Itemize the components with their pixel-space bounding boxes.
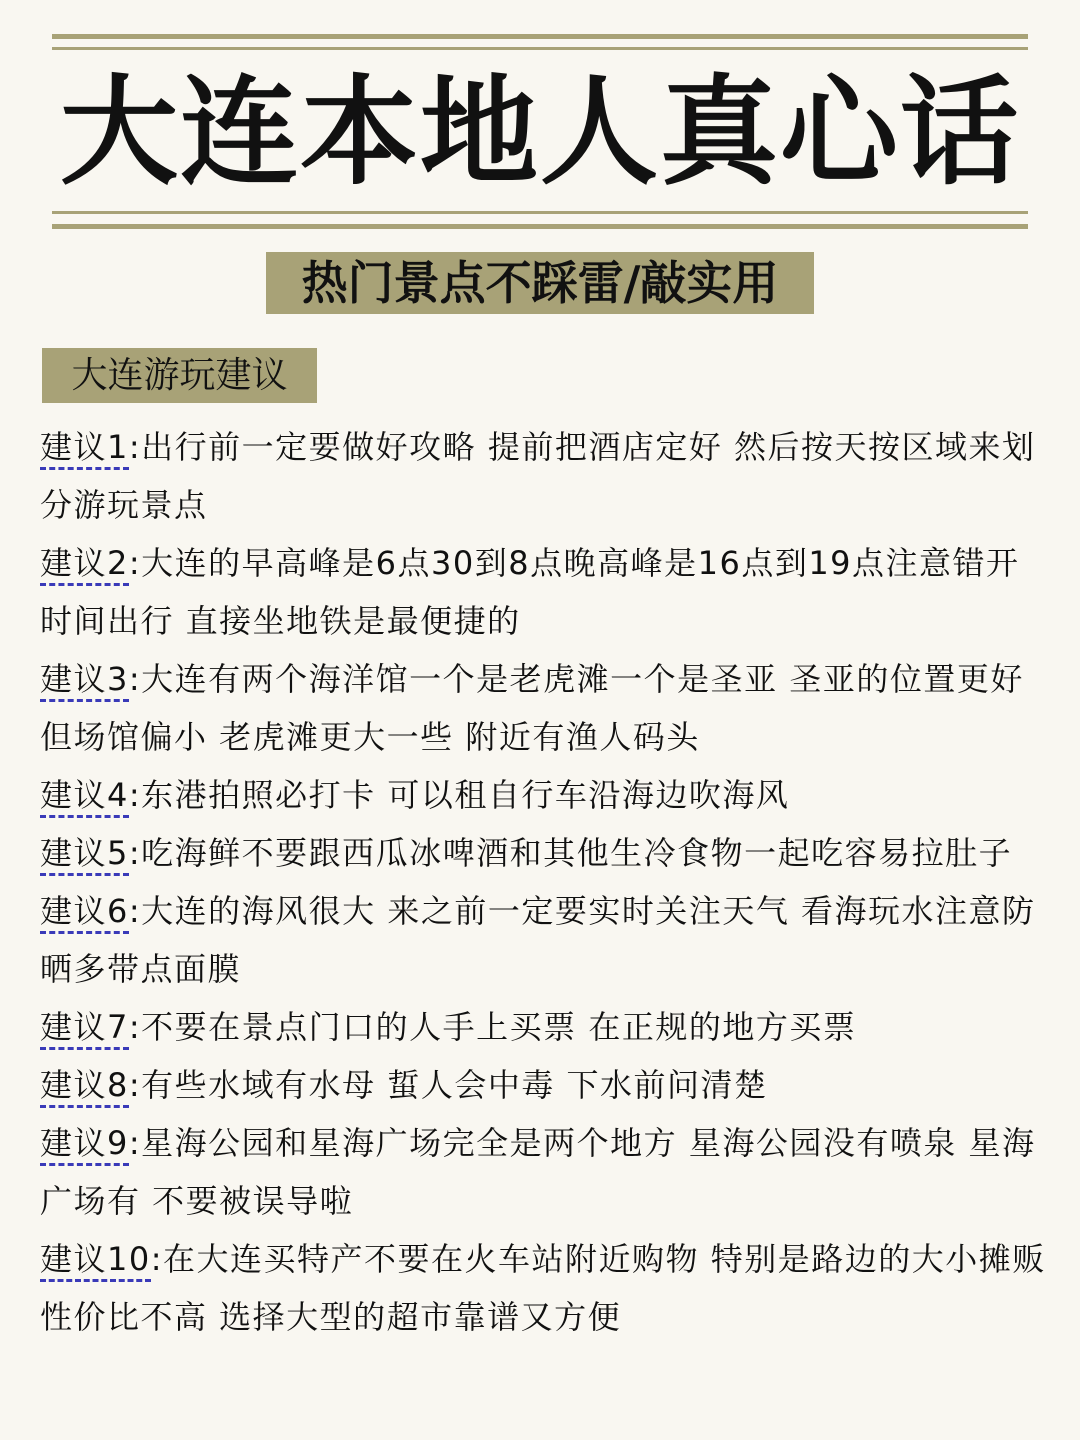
section-heading: 大连游玩建议	[42, 348, 317, 403]
tips-list	[40, 418, 1050, 1346]
top-rule-inner	[52, 47, 1028, 50]
tip-item: 建议2:大连的早高峰是6点30到8点晚高峰是16点到19点注意错开时间出行 直接坐地铁是最便捷的	[40, 544, 1020, 640]
tip-label: 建议4	[40, 776, 129, 818]
tip-item: 建议9:星海公园和星海广场完全是两个地方 星海公园没有喷泉 星海广场有 不要被误导啦	[40, 1124, 1036, 1220]
tip-label: 建议6	[40, 892, 129, 934]
tip-text: 在大连买特产不要在火车站附近购物 特别是路边的大小摊贩 性价比不高 选择大型的超市靠谱又方便	[40, 1240, 1046, 1336]
tip-label: 建议1	[40, 428, 129, 470]
tip-text: 大连的海风很大 来之前一定要实时关注天气 看海玩水注意防晒多带点面膜	[40, 892, 1036, 988]
tip-label: 建议10	[40, 1240, 151, 1282]
subtitle-banner: 热门景点不踩雷/敲实用	[266, 252, 814, 314]
bottom-rule-outer	[52, 224, 1028, 229]
tip-label: 建议8	[40, 1066, 129, 1108]
top-rule-outer	[52, 34, 1028, 39]
bottom-rule-inner	[52, 211, 1028, 214]
tip-label: 建议5	[40, 834, 129, 876]
tip-item: 建议4:东港拍照必打卡 可以租自行车沿海边吹海风	[40, 766, 1050, 824]
tip-item: 建议10:在大连买特产不要在火车站附近购物 特别是路边的大小摊贩 性价比不高 选择大型的超市靠谱又方便	[40, 1240, 1046, 1336]
tip-item: 建议6:大连的海风很大 来之前一定要实时关注天气 看海玩水注意防晒多带点面膜	[40, 892, 1036, 988]
tip-text: 大连有两个海洋馆一个是老虎滩一个是圣亚 圣亚的位置更好但场馆偏小 老虎滩更大一些 附近有渔人码头	[40, 660, 1024, 756]
tip-item: 建议7:不要在景点门口的人手上买票 在正规的地方买票	[40, 998, 1050, 1056]
tip-text: 大连的早高峰是6点30到8点晚高峰是16点到19点注意错开时间出行 直接坐地铁是最便捷的	[40, 544, 1020, 640]
tip-text: 星海公园和星海广场完全是两个地方 星海公园没有喷泉 星海广场有 不要被误导啦	[40, 1124, 1036, 1220]
tip-text: 吃海鲜不要跟西瓜冰啤酒和其他生冷食物一起吃容易拉肚子	[141, 834, 1013, 872]
tip-text: 不要在景点门口的人手上买票 在正规的地方买票	[141, 1008, 857, 1046]
tip-text: 出行前一定要做好攻略 提前把酒店定好 然后按天按区域来划分游玩景点	[40, 428, 1036, 524]
tip-item: 建议1:出行前一定要做好攻略 提前把酒店定好 然后按天按区域来划分游玩景点	[40, 428, 1036, 524]
tip-label: 建议2	[40, 544, 129, 586]
tip-item: 建议8:有些水域有水母 蜇人会中毒 下水前问清楚	[40, 1056, 1050, 1114]
tip-label: 建议9	[40, 1124, 129, 1166]
tip-text: 有些水域有水母 蜇人会中毒 下水前问清楚	[141, 1066, 768, 1104]
tip-label: 建议3	[40, 660, 129, 702]
page-title: 大连本地人真心话	[59, 63, 1020, 201]
tip-text: 东港拍照必打卡 可以租自行车沿海边吹海风	[141, 776, 790, 814]
tip-label: 建议7	[40, 1008, 129, 1050]
tip-item: 建议3:大连有两个海洋馆一个是老虎滩一个是圣亚 圣亚的位置更好但场馆偏小 老虎滩更大一些 附近有渔人码头	[40, 660, 1024, 756]
tip-item: 建议5:吃海鲜不要跟西瓜冰啤酒和其他生冷食物一起吃容易拉肚子	[40, 824, 1050, 882]
